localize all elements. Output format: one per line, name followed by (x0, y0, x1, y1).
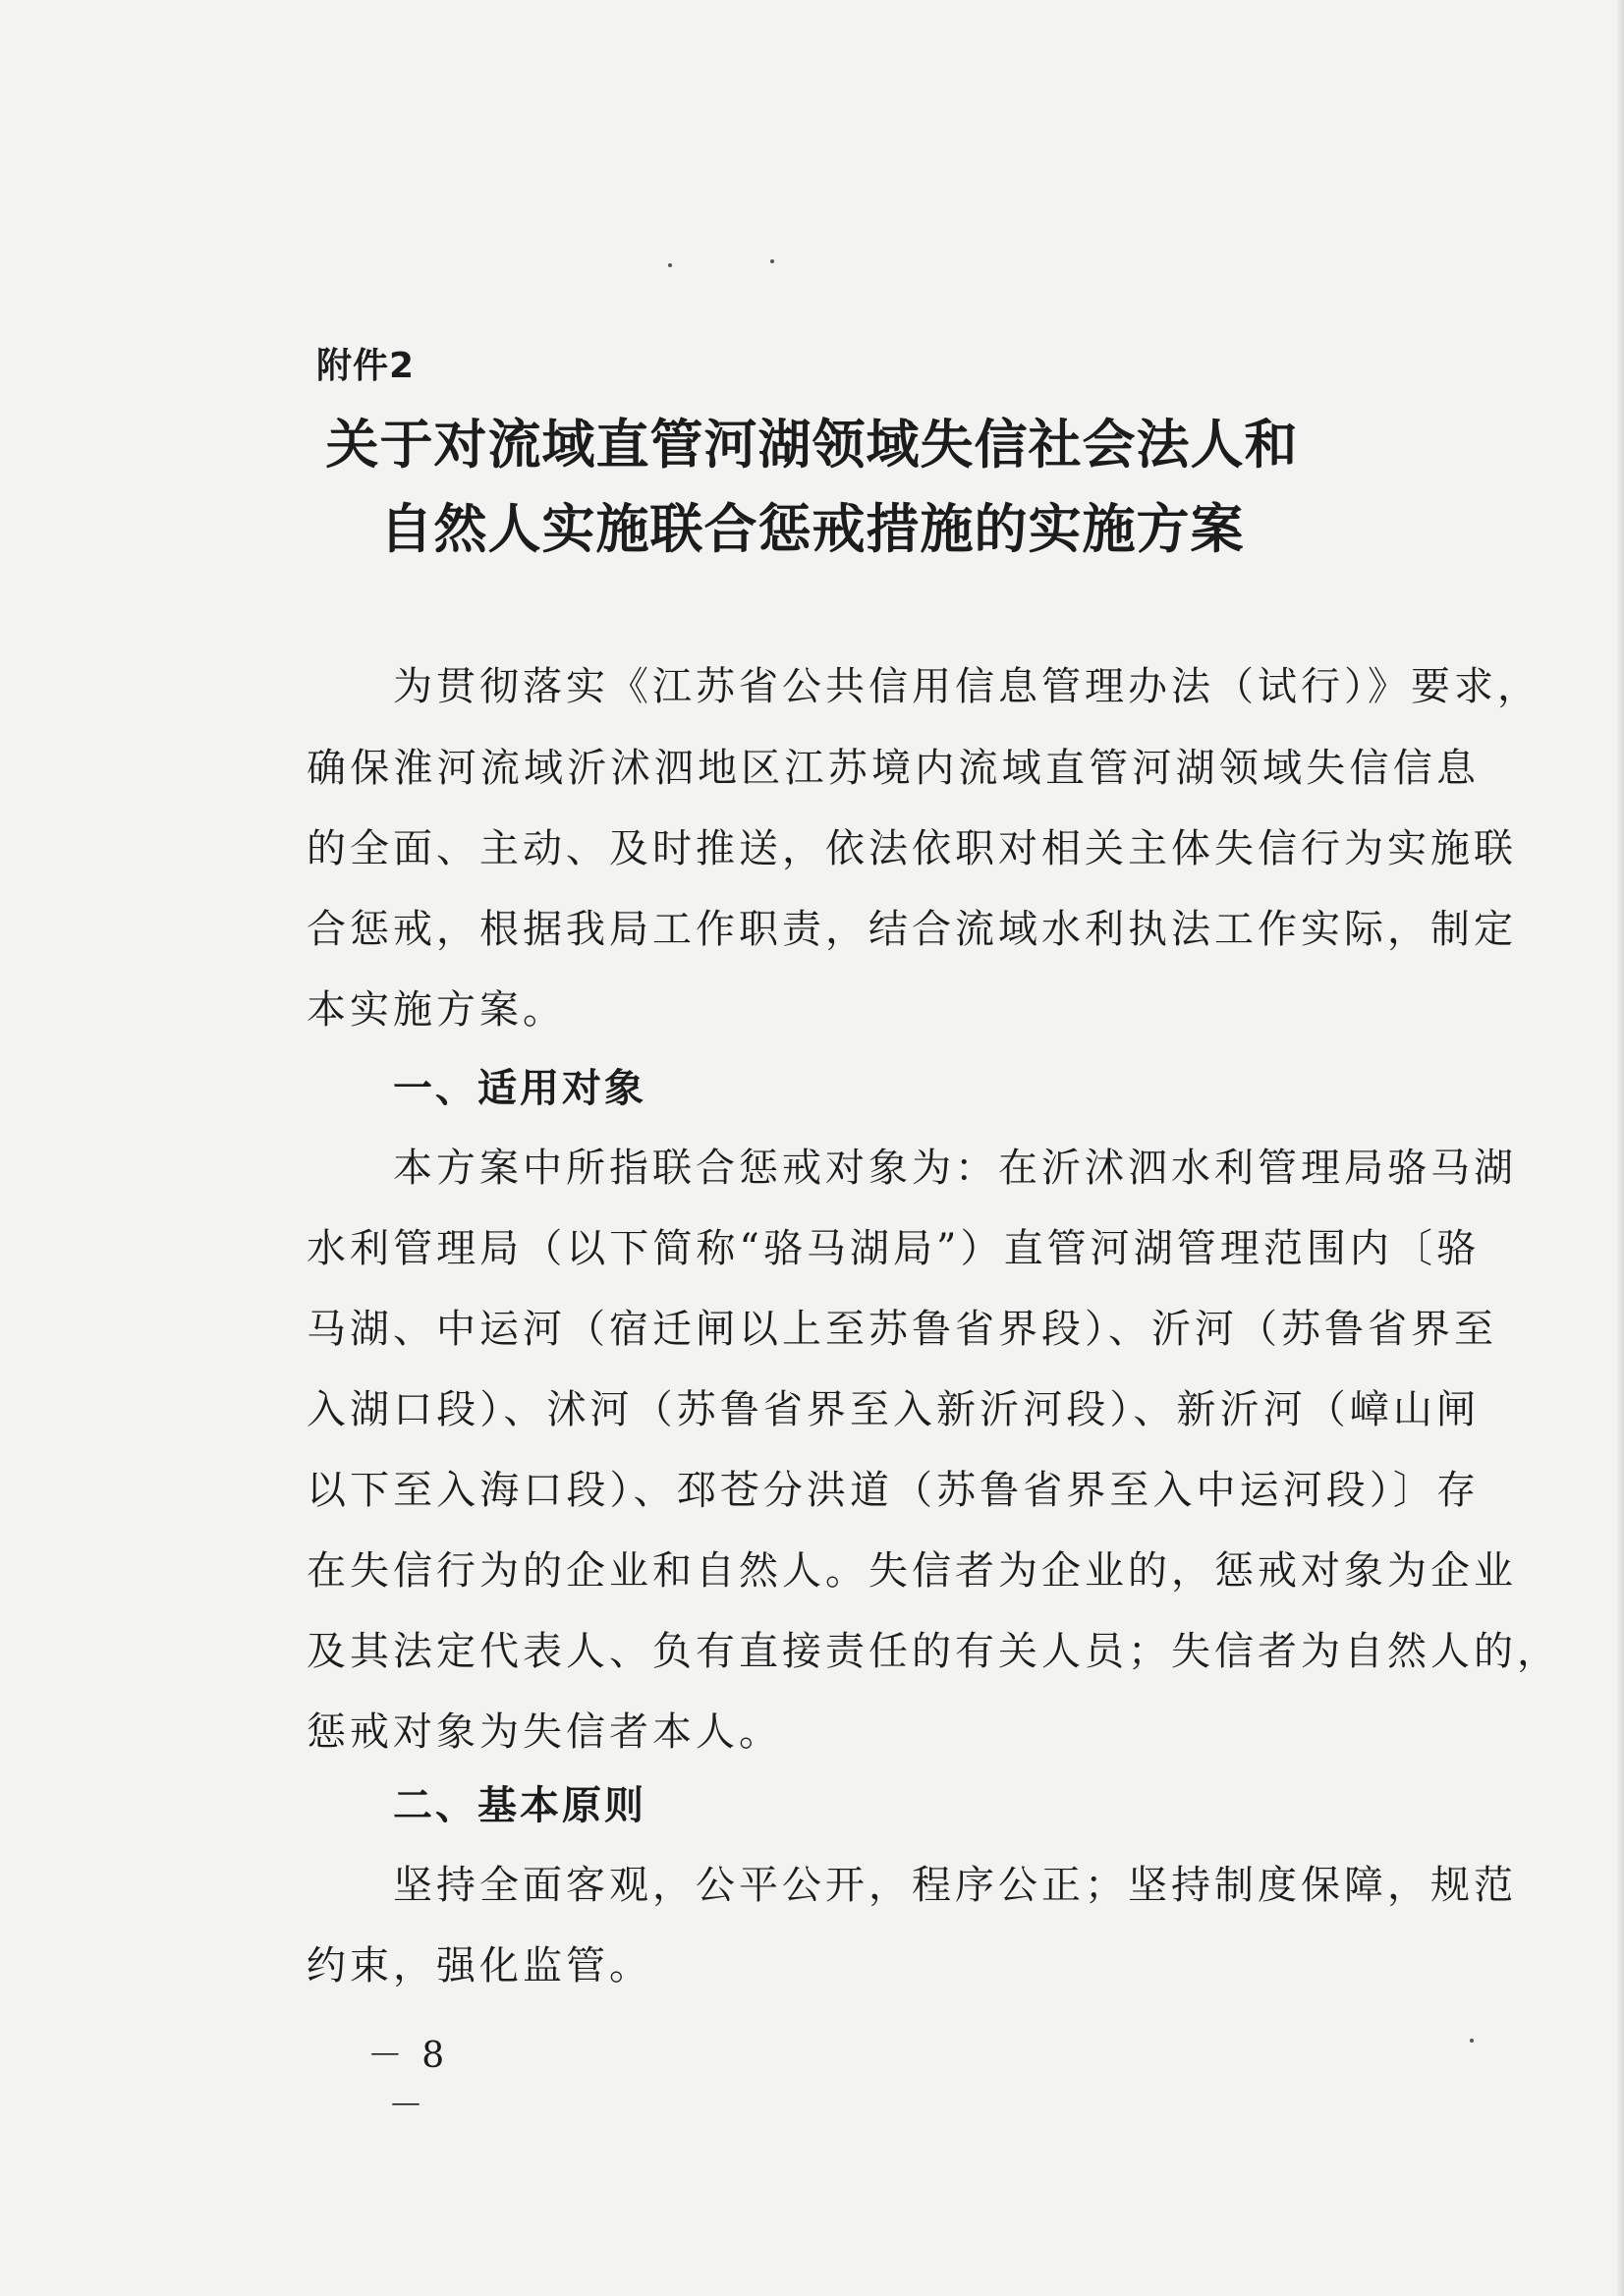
intro-line: 合惩戒，根据我局工作职责，结合流域水利执法工作实际，制定 (307, 907, 1517, 952)
section-heading-basic-principles: 二、基本原则 (393, 1783, 646, 1828)
section1-line: 马湖、中运河（宿迁闸以上至苏鲁省界段）、沂河（苏鲁省界至 (307, 1307, 1497, 1352)
intro-line: 为贯彻落实《江苏省公共信用信息管理办法（试行）》要求， (393, 664, 1540, 709)
section1-line: 在失信行为的企业和自然人。失信者为企业的，惩戒对象为企业 (307, 1548, 1517, 1594)
page-number: － 8 － (366, 2036, 449, 2126)
section1-line: 水利管理局（以下简称“骆马湖局”）直管河湖管理范围内〔骆 (307, 1226, 1480, 1271)
scan-speck (668, 263, 672, 267)
section1-line: 惩戒对象为失信者本人。 (307, 1709, 782, 1755)
scan-speck (1470, 2039, 1474, 2043)
section-heading-applicable-objects: 一、适用对象 (393, 1066, 646, 1111)
section1-line: 入湖口段）、沭河（苏鲁省界至入新沂河段）、新沂河（嶂山闸 (307, 1387, 1480, 1432)
scan-speck (770, 259, 774, 263)
section1-line: 及其法定代表人、负有直接责任的有关人员；失信者为自然人的， (307, 1629, 1560, 1674)
scan-edge-shadow (1616, 0, 1624, 2296)
document-title-line-2: 自然人实施联合惩戒措施的实施方案 (379, 497, 1245, 560)
section2-line: 坚持全面客观，公平公开，程序公正；坚持制度保障，规范 (393, 1863, 1517, 1908)
intro-line: 确保淮河流域沂沭泗地区江苏境内流域直管河湖领域失信信息 (307, 746, 1480, 791)
section2-line: 约束，强化监管。 (307, 1943, 652, 1988)
section1-line: 以下至入海口段）、邳苍分洪道（苏鲁省界至入中运河段）〕存 (307, 1468, 1480, 1513)
document-title-line-1: 关于对流域直管河湖领域失信社会法人和 (325, 413, 1299, 476)
attachment-label: 附件2 (316, 346, 416, 386)
section1-line: 本方案中所指联合惩戒对象为：在沂沭泗水利管理局骆马湖 (393, 1146, 1517, 1191)
intro-line: 本实施方案。 (307, 987, 566, 1033)
intro-line: 的全面、主动、及时推送，依法依职对相关主体失信行为实施联 (307, 826, 1517, 871)
